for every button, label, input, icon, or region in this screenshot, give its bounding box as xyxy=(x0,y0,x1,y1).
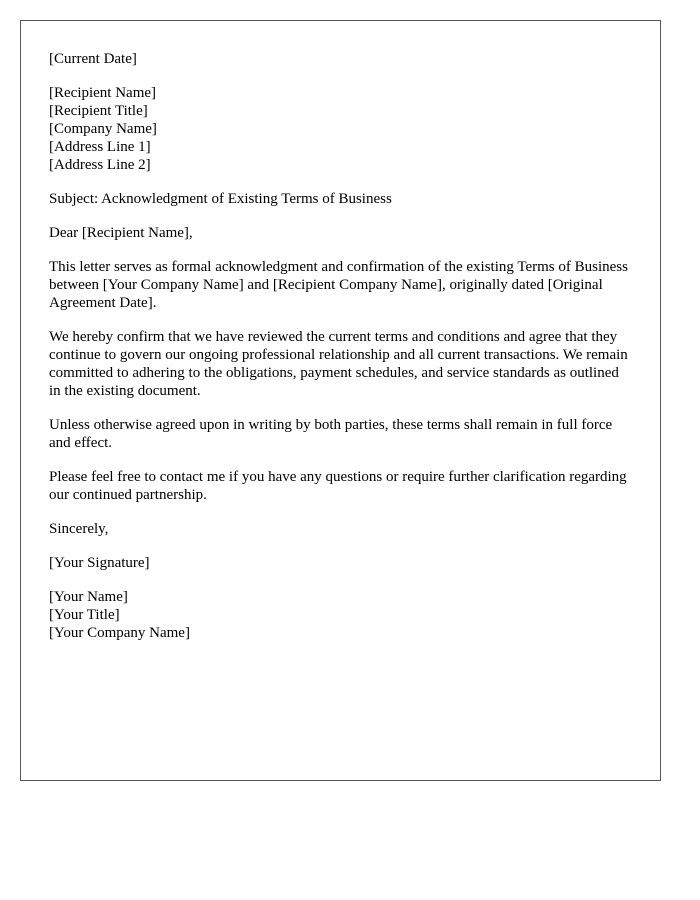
body-paragraph: Please feel free to contact me if you have any questions or require further clarification regarding our continued partnership. xyxy=(49,469,627,503)
sender-company: [Your Company Name] xyxy=(49,625,190,641)
signature: [Your Signature] xyxy=(49,555,150,571)
recipient-address-1: [Address Line 1] xyxy=(49,139,151,155)
recipient-block xyxy=(49,84,632,174)
letter-date: [Current Date] xyxy=(49,51,137,67)
body-paragraph: This letter serves as formal acknowledgment and confirmation of the existing Terms of Business between [Your Company Name] and [Recipient Company Name], originally dated [Original Agreement Date]. xyxy=(49,259,628,311)
body-paragraph: We hereby confirm that we have reviewed the current terms and conditions and agree that they continue to govern our ongoing professional relationship and all current transactions. We remain committed to adhering to the obligations, payment schedules, and service standards as outlined in the existing document. xyxy=(49,329,628,399)
sender-name: [Your Name] xyxy=(49,589,128,605)
sender-block xyxy=(49,588,632,642)
closing: Sincerely, xyxy=(49,521,109,537)
recipient-title: [Recipient Title] xyxy=(49,103,148,119)
body-paragraph: Unless otherwise agreed upon in writing by both parties, these terms shall remain in full force and effect. xyxy=(49,417,613,451)
salutation: Dear [Recipient Name], xyxy=(49,225,193,241)
recipient-name: [Recipient Name] xyxy=(49,85,157,101)
sender-title: [Your Title] xyxy=(49,607,120,623)
subject-line: Subject: Acknowledgment of Existing Terms of Business xyxy=(49,191,392,207)
recipient-company: [Company Name] xyxy=(49,121,157,137)
letter xyxy=(20,20,661,781)
recipient-address-2: [Address Line 2] xyxy=(49,157,151,173)
